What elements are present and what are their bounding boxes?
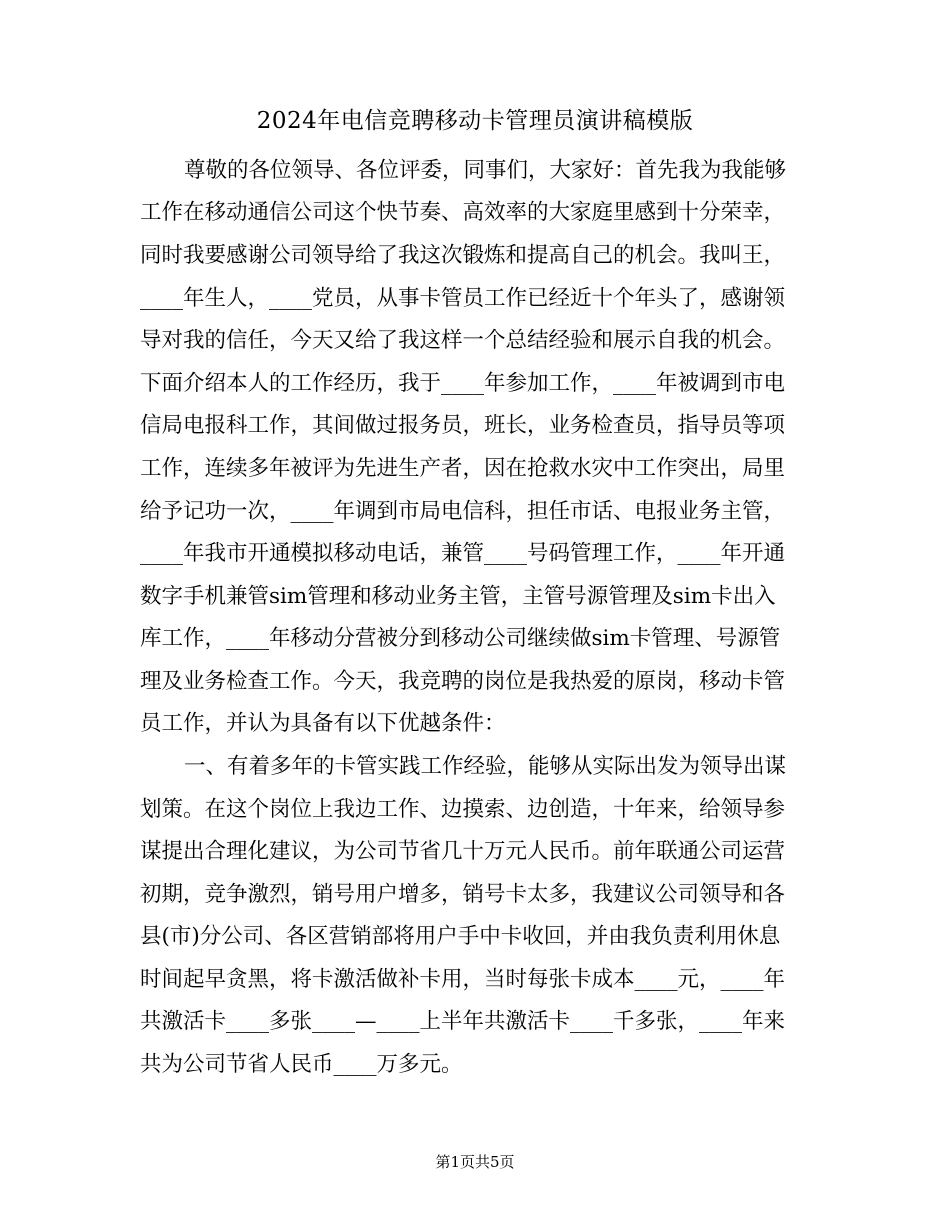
paragraph-line: 下面介绍本人的工作经历，我于____年参加工作，____年被调到市电	[140, 371, 786, 396]
paragraph-line: 给予记功一次，____年调到市局电信科，担任市话、电报业务主管，	[140, 499, 786, 524]
paragraph-line: 划策。在这个岗位上我边工作、边摸索、边创造，十年来，给领导参	[140, 797, 786, 822]
paragraph-line: 数字手机兼管sim管理和移动业务主管，主管号源管理及sim卡出入	[140, 584, 776, 609]
document-title: 2024年电信竞聘移动卡管理员演讲稿模版	[256, 108, 694, 134]
paragraph-line: 县(市)分公司、各区营销部将用户手中卡收回，并由我负责利用休息	[140, 924, 781, 949]
paragraph-line: ____年我市开通模拟移动电话，兼管____号码管理工作，____年开通	[140, 541, 786, 566]
paragraph-line: 同时我要感谢公司领导给了我这次锻炼和提高自己的机会。我叫王，	[140, 243, 786, 268]
paragraph-line: 理及业务检查工作。今天，我竞聘的岗位是我热爱的原岗，移动卡管	[140, 669, 786, 694]
paragraph-line: 谋提出合理化建议，为公司节省几十万元人民币。前年联通公司运营	[140, 839, 786, 864]
paragraph-line: 共激活卡____多张____—____上半年共激活卡____千多张，____年来	[140, 1009, 786, 1034]
paragraph-line: 尊敬的各位领导、各位评委，同事们，大家好：首先我为我能够	[184, 158, 787, 183]
paragraph-line: 共为公司节省人民币____万多元。	[140, 1052, 463, 1077]
paragraph-line: 信局电报科工作，其间做过报务员，班长，业务检查员，指导员等项	[140, 413, 786, 438]
paragraph-line: 时间起早贪黑，将卡激活做补卡用，当时每张卡成本____元，____年	[140, 967, 786, 992]
paragraph-line: 工作在移动通信公司这个快节奏、高效率的大家庭里感到十分荣幸，	[140, 200, 786, 225]
paragraph-line: 库工作，____年移动分营被分到移动公司继续做sim卡管理、号源管	[140, 626, 781, 651]
paragraph-line: 一、有着多年的卡管实践工作经验，能够从实际出发为领导出谋	[184, 754, 787, 779]
paragraph-line: 初期，竞争激烈，销号用户增多，销号卡太多，我建议公司领导和各	[140, 882, 786, 907]
paragraph-line: ____年生人，____党员，从事卡管员工作已经近十个年头了，感谢领	[140, 286, 786, 311]
page-number-footer: 第1页共5页	[435, 1153, 515, 1171]
paragraph-line: 导对我的信任，今天又给了我这样一个总结经验和展示自我的机会。	[140, 328, 786, 353]
paragraph-line: 员工作，并认为具备有以下优越条件：	[140, 711, 506, 736]
paragraph-line: 工作，连续多年被评为先进生产者，因在抢救水灾中工作突出，局里	[140, 456, 786, 481]
